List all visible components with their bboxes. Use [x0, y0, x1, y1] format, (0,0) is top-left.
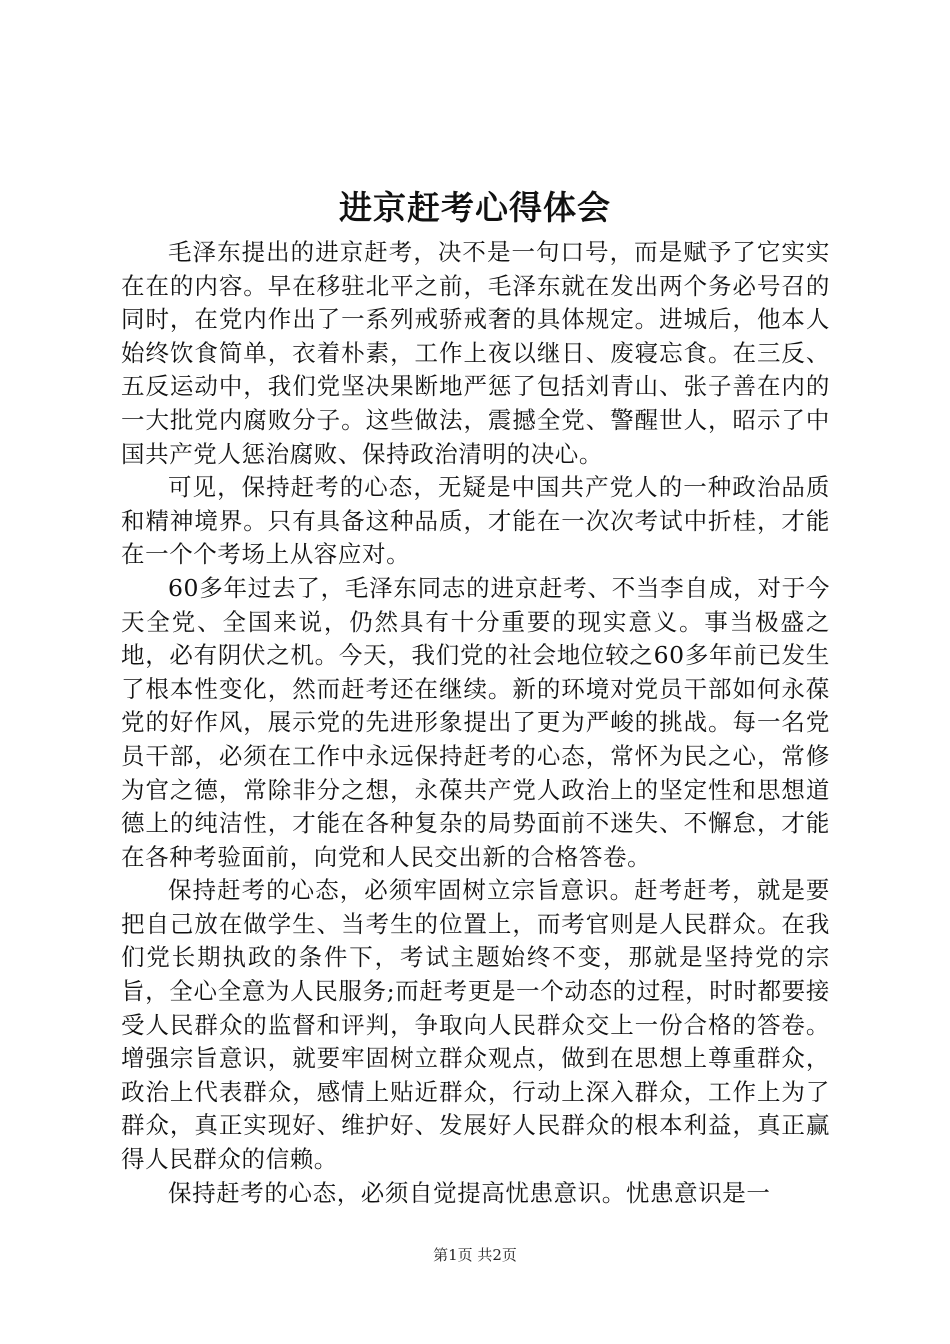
paragraph: 60多年过去了，毛泽东同志的进京赶考、不当李自成，对于今天全党、全国来说，仍然具有十分重要的现实意义。事当极盛之地，必有阴伏之机。今天，我们党的社会地位较之60多年前已发生了根本性变化，然而赶考还在继续。新的环境对党员干部如何永葆党的好作风，展示党的先进形象提出了更为严峻的挑战。每一名党员干部，必须在工作中永远保持赶考的心态，常怀为民之心，常修为官之德，常除非分之想，永葆共产党人政治上的坚定性和思想道德上的纯洁性，才能在各种复杂的局势面前不迷失、不懈怠，才能在各种考验面前，向党和人民交出新的合格答卷。: [121, 573, 830, 871]
paragraph: 可见，保持赶考的心态，无疑是中国共产党人的一种政治品质和精神境界。只有具备这种品质，才能在一次次考试中折桂，才能在一个个考场上从容应对。: [121, 473, 830, 569]
paragraph: 保持赶考的心态，必须自觉提高忧患意识。忧患意识是一: [168, 1178, 771, 1207]
document-title: 进京赶考心得体会: [339, 188, 611, 227]
page-footer: 第1页 共2页: [433, 1246, 517, 1264]
paragraph: 保持赶考的心态，必须牢固树立宗旨意识。赶考赶考，就是要把自己放在做学生、当考生的位置上，而考官则是人民群众。在我们党长期执政的条件下，考试主题始终不变，那就是坚持党的宗旨，全心全意为人民服务;而赶考更是一个动态的过程，时时都要接受人民群众的监督和评判，争取向人民群众交上一份合格的答卷。增强宗旨意识，就要牢固树立群众观点，做到在思想上尊重群众，政治上代表群众，感情上贴近群众，行动上深入群众，工作上为了群众，真正实现好、维护好、发展好人民群众的根本利益，真正赢得人民群众的信赖。: [121, 876, 830, 1174]
document-body: [121, 236, 830, 1210]
paragraph: 毛泽东提出的进京赶考，决不是一句口号，而是赋予了它实实在在的内容。早在移驻北平之前，毛泽东就在发出两个务必号召的同时，在党内作出了一系列戒骄戒奢的具体规定。进城后，他本人始终饮食简单，衣着朴素，工作上夜以继日、废寝忘食。在三反、五反运动中，我们党坚决果断地严惩了包括刘青山、张子善在内的一大批党内腐败分子。这些做法，震撼全党、警醒世人，昭示了中国共产党人惩治腐败、保持政治清明的决心。: [121, 238, 830, 468]
